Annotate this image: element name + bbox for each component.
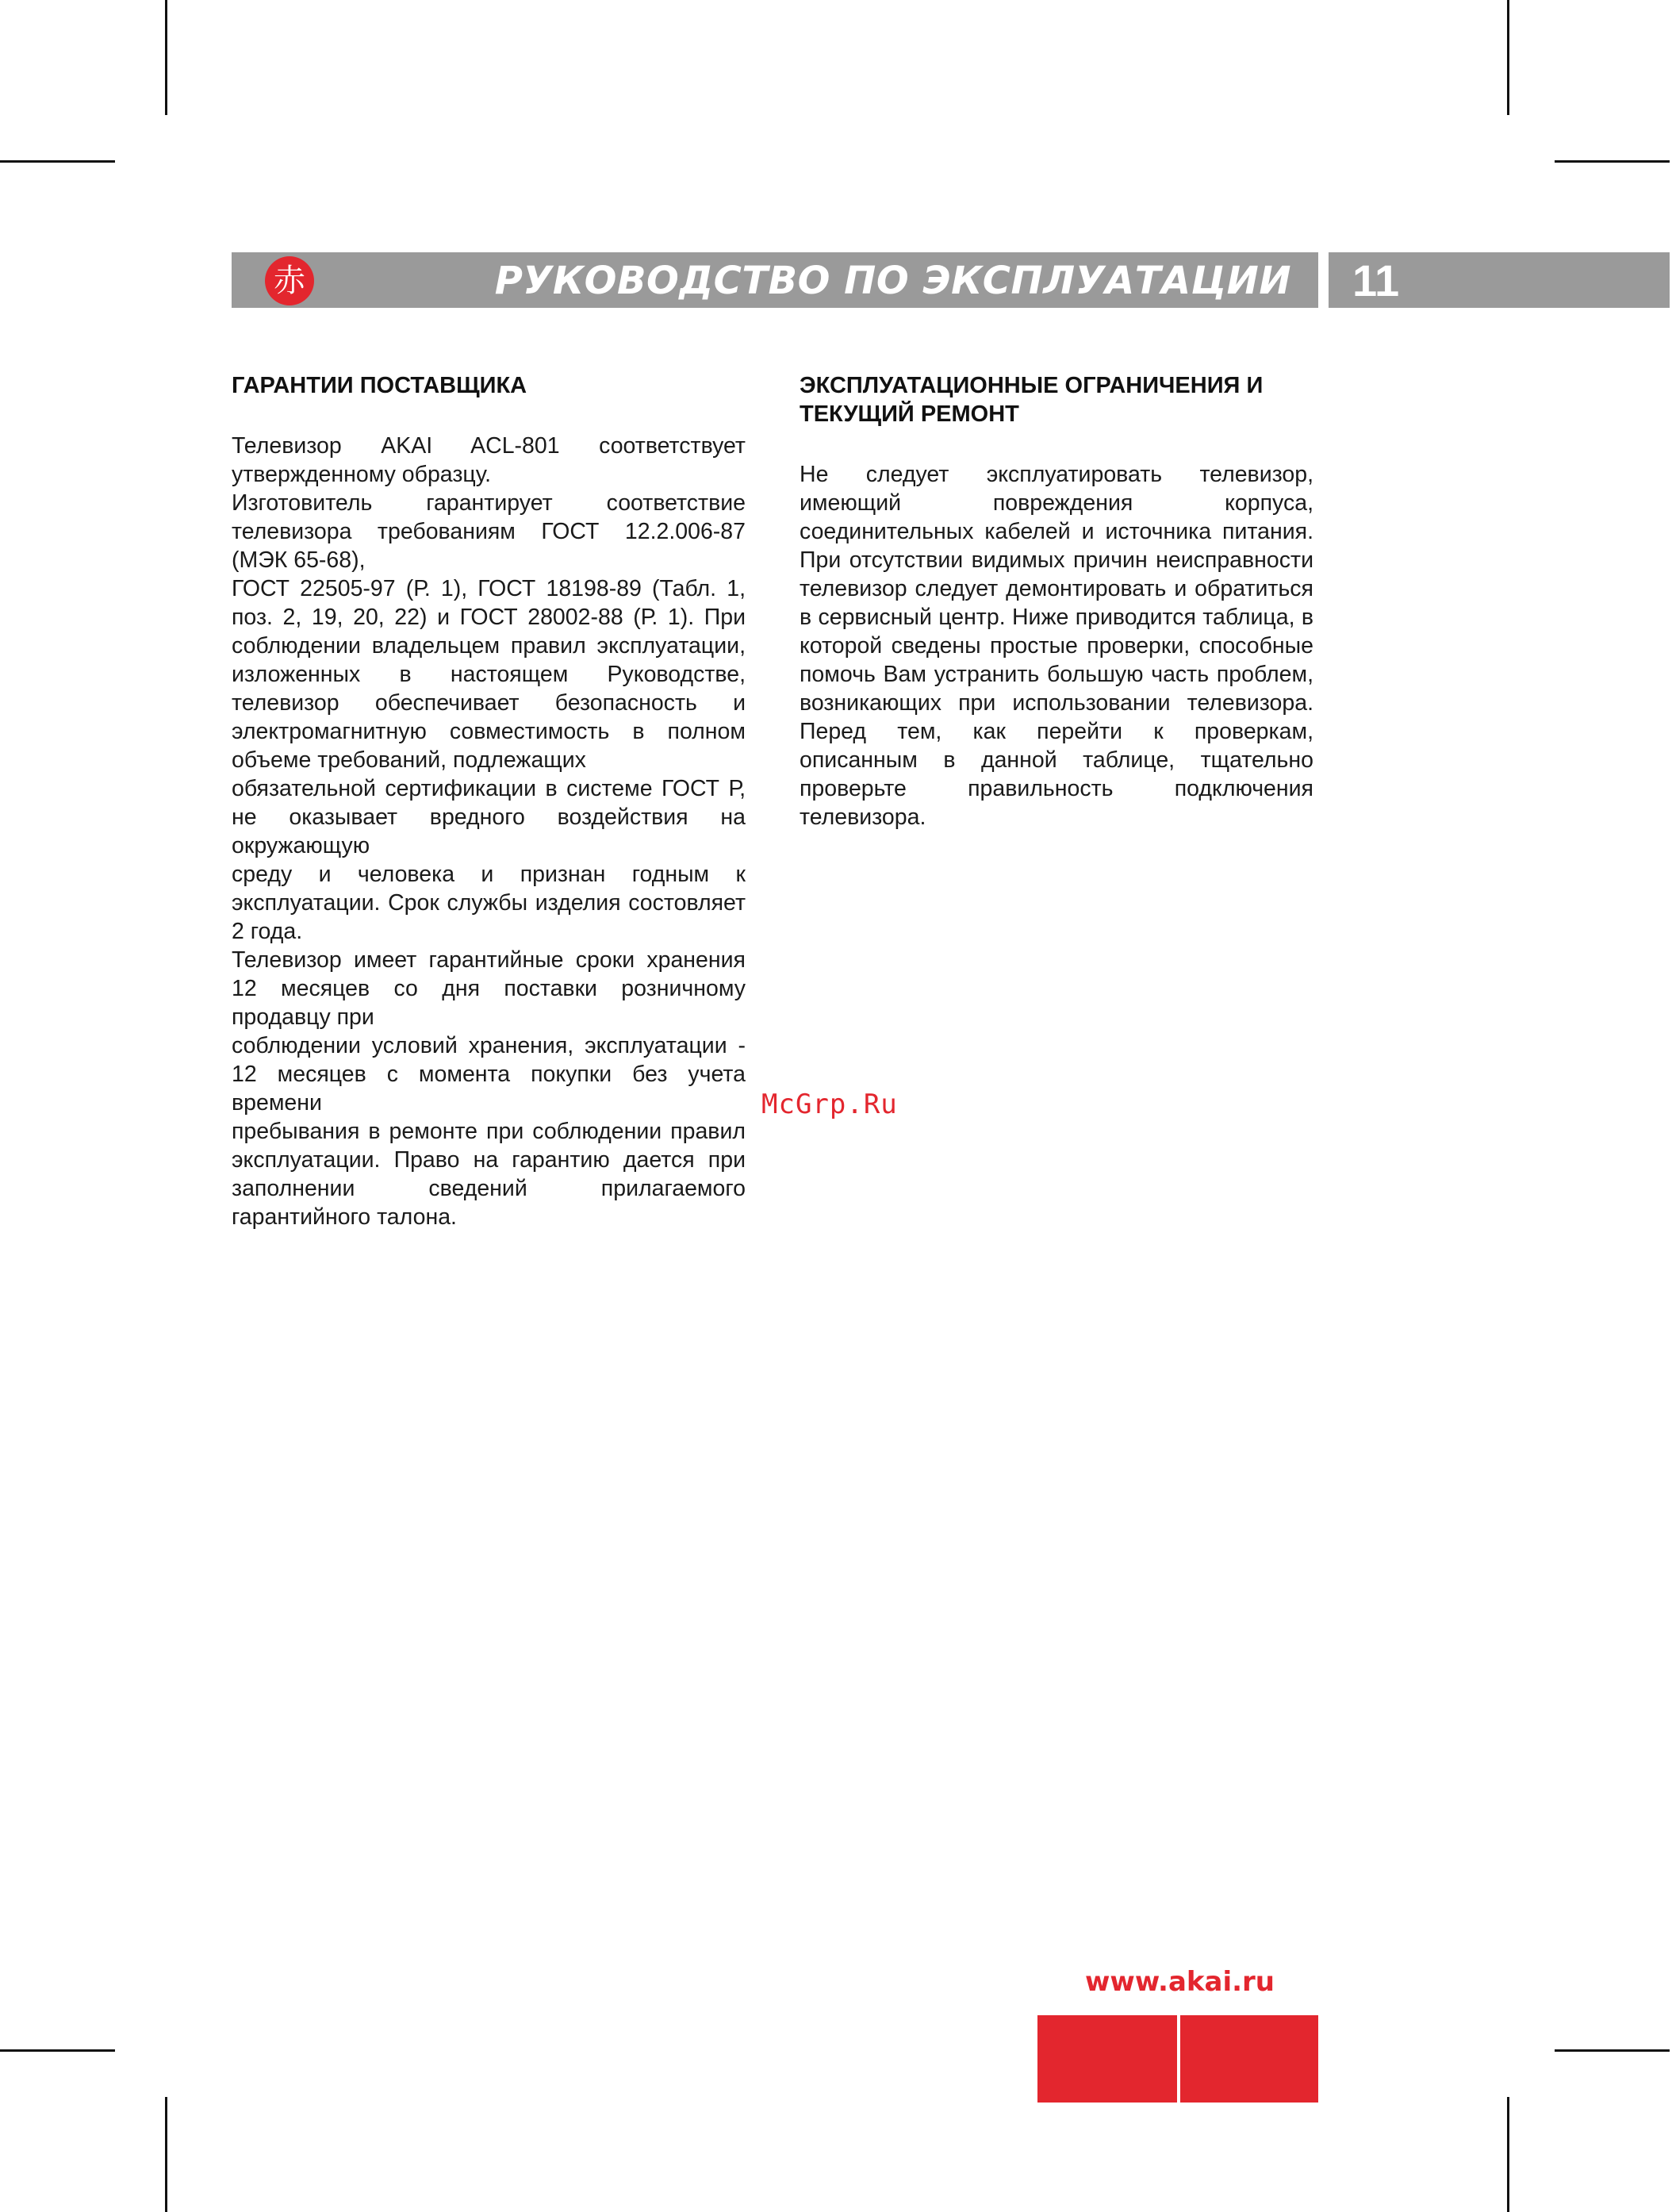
right-column <box>800 371 1313 831</box>
paragraph: Не следует эксплуатировать телевизор, имеющий повреждения корпуса, соединительных кабелей и источника питания. При отсутствии видимых причин неисправности телевизор следует демонтировать и обратиться в сервисный центр. Ниже приводится таблица, в которой сведены простые проверки, способные помочь Вам устранить большую часть проблем, возникающих при использовании телевизора. Перед тем, как перейти к проверкам, описанным в данной таблице, тщательно проверьте правильность подключения телевизора. <box>800 462 1313 830</box>
crop-mark <box>1507 2097 1509 2212</box>
crop-mark <box>1507 0 1509 115</box>
website-link[interactable]: www.akai.ru <box>1085 1966 1275 1998</box>
spacer <box>232 400 746 432</box>
paragraph: Изготовитель гарантирует соответствие телевизора требованиям ГОСТ 12.2.006-87 (МЭК 65-68), <box>232 490 746 573</box>
left-column <box>232 371 746 1231</box>
crop-mark <box>0 160 115 163</box>
crop-mark <box>0 2049 115 2052</box>
crop-mark <box>165 0 167 115</box>
paragraph: Телевизор AKAI ACL-801 соответствует утвержденному образцу. <box>232 433 746 487</box>
section-heading-warranty: ГАРАНТИИ ПОСТАВЩИКА <box>232 373 527 398</box>
crop-mark <box>165 2097 167 2212</box>
footer-red-block <box>1180 2015 1318 2103</box>
page-title: РУКОВОДСТВО ПО ЭКСПЛУАТАЦИИ <box>494 259 1291 303</box>
section-heading-restrictions: ЭКСПЛУАТАЦИОННЫЕ ОГРАНИЧЕНИЯ И ТЕКУЩИЙ РЕМОНТ <box>800 373 1264 427</box>
watermark: McGrp.Ru <box>761 1089 898 1120</box>
spacer <box>800 428 1313 460</box>
footer-red-block <box>1037 2015 1177 2103</box>
paragraph: обязательной сертификации в системе ГОСТ Р, не оказывает вредного воздействия на окружающую <box>232 776 746 858</box>
crop-mark <box>1555 160 1670 163</box>
akai-logo-icon: 赤 <box>265 256 314 305</box>
paragraph: ГОСТ 22505-97 (Р. 1), ГОСТ 18198-89 (Табл. 1, поз. 2, 19, 20, 22) и ГОСТ 28002-88 (Р. 1). При соблюдении владельцем правил эксплуатации, изложенных в настоящем Руководстве, телевизор обеспечивает безопасность и электромагнитную совместимость в полном объеме требований, подлежащих <box>232 576 746 773</box>
paragraph: Телевизор имеет гарантийные сроки хранения 12 месяцев со дня поставки розничному продавцу при <box>232 947 746 1030</box>
page-number: 11 <box>1352 255 1400 305</box>
crop-mark <box>1555 2049 1670 2052</box>
paragraph: пребывания в ремонте при соблюдении правил эксплуатации. Право на гарантию дается при заполнении сведений прилагаемого гарантийного талона. <box>232 1119 746 1230</box>
paragraph: соблюдении условий хранения, эксплуатации - 12 месяцев с момента покупки без учета времени <box>232 1033 746 1116</box>
paragraph: среду и человека и признан годным к эксплуатации. Срок службы изделия состовляет 2 года. <box>232 862 746 944</box>
